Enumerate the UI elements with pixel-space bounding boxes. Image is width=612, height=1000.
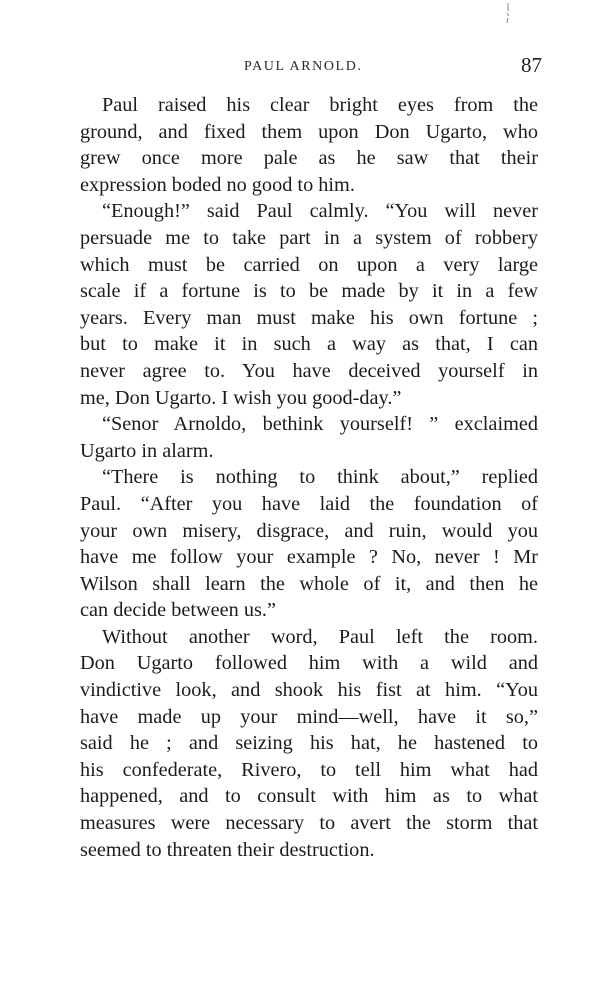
page-number: 87 [521,53,542,77]
text-line: can decide between us.” [80,599,276,622]
text-line: measures were necessary to avert the storm that [80,812,538,835]
text-line: years. Every man must make his own fortune ; [80,306,538,329]
running-head: PAUL ARNOLD. [244,59,363,74]
text-line: Paul. “After you have laid the foundation of [80,492,538,515]
text-line: his confederate, Rivero, to tell him what had [80,758,538,781]
text-line: never agree to. You have deceived yourself in [80,359,538,382]
text-line: ground, and fixed them upon Don Ugarto, who [80,120,538,143]
text-line: have me follow your example ? No, never ! Mr [80,546,538,569]
text-line: seemed to threaten their destruction. [80,838,375,861]
text-line: grew once more pale as he saw that their [80,147,538,170]
body-text [80,92,538,863]
text-line: said he ; and seizing his hat, he hastened to [80,732,538,755]
text-line: happened, and to consult with him as to what [80,785,538,808]
text-line: Paul raised his clear bright eyes from the [102,94,538,116]
ink-mark-icon [503,2,513,24]
text-line: Wilson shall learn the whole of it, and then he [80,572,538,595]
text-line: “Senor Arnoldo, bethink yourself! ” exclaimed [102,413,538,436]
text-line: Without another word, Paul left the room. [102,625,538,648]
text-line: but to make it in such a way as that, I can [80,333,538,356]
text-line: have made up your mind—well, have it so,” [80,705,538,728]
text-line: scale if a fortune is to be made by it in a few [80,280,538,303]
text-line: “Enough!” said Paul calmly. “You will never [102,200,538,223]
text-line: Don Ugarto followed him with a wild and [80,652,538,675]
text-line: which must be carried on upon a very large [80,253,538,276]
text-line: expression boded no good to him. [80,173,355,196]
text-line: “There is nothing to think about,” replied [102,466,538,489]
text-line: Ugarto in alarm. [80,439,214,462]
text-line: vindictive look, and shook his fist at him. “You [80,679,538,702]
text-line: persuade me to take part in a system of robbery [80,226,538,249]
text-line: me, Don Ugarto. I wish you good-day.” [80,386,402,409]
text-line: your own misery, disgrace, and ruin, would you [80,519,538,542]
